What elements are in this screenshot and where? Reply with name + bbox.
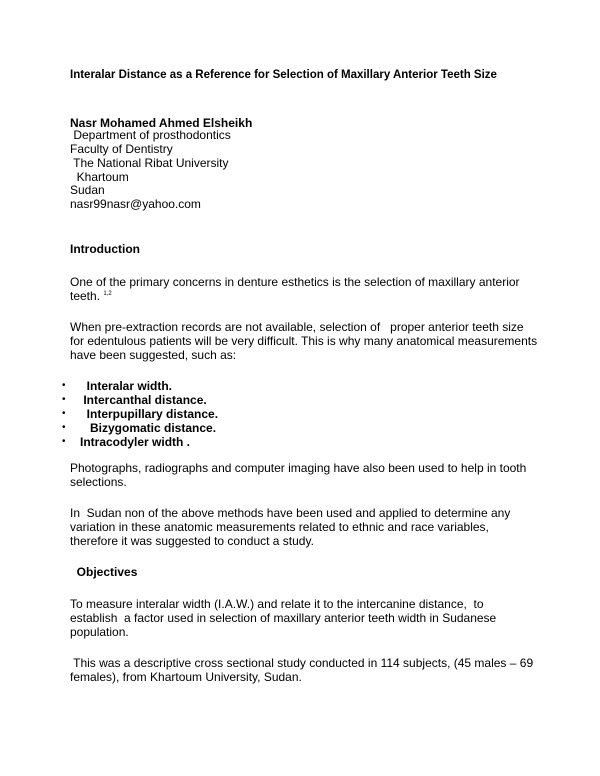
intro-p4-line-3: therefore it was suggested to conduct a study.: [70, 534, 314, 548]
list-item-text: Bizygomatic distance.: [70, 421, 217, 435]
bullet-icon: •: [62, 408, 66, 419]
objectives-paragraph-1: [70, 597, 540, 639]
obj-p1-line-2: establish a factor used in selection of maxillary anterior teeth width in Sudanese: [70, 611, 497, 625]
author-email: nasr99nasr@yahoo.com: [70, 197, 201, 211]
list-item: [62, 393, 218, 407]
objectives-heading: Objectives: [70, 565, 138, 579]
intro-p2-line-2: for edentulous patients will be very difficult. This is why many anatomical measurements: [70, 334, 538, 348]
intro-p3-line-2: selections.: [70, 475, 127, 489]
intro-p1-line-2-text: teeth.: [70, 289, 101, 303]
intro-p1-line-1: One of the primary concerns in denture esthetics is the selection of maxillary anterior: [70, 275, 520, 289]
affiliation-city: Khartoum: [70, 170, 129, 184]
bullet-icon: •: [62, 394, 66, 405]
affiliation-university: The National Ribat University: [70, 156, 229, 170]
bullet-icon: •: [62, 380, 66, 391]
intro-paragraph-2: [70, 320, 540, 362]
measurement-list: [62, 379, 218, 449]
list-item-text: Intercanthal distance.: [70, 393, 207, 407]
intro-p2-line-1: When pre-extraction records are not available, selection of proper anterior teeth size: [70, 320, 524, 334]
affiliation-country: Sudan: [70, 183, 105, 197]
paper-title: Interalar Distance as a Reference for Selection of Maxillary Anterior Teeth Size: [70, 69, 497, 81]
obj-p1-line-1: To measure interalar width (I.A.W.) and relate it to the intercanine distance, to: [70, 597, 484, 611]
affiliation-department: Department of prosthodontics: [70, 128, 231, 142]
intro-p3-line-1: Photographs, radiographs and computer imaging have also been used to help in tooth: [70, 461, 527, 475]
list-item: [62, 421, 218, 435]
intro-paragraph-4: [70, 506, 540, 548]
intro-p4-line-1: In Sudan non of the above methods have been used and applied to determine any: [70, 506, 511, 520]
obj-p2-line-2: females), from Khartoum University, Sudan.: [70, 670, 302, 684]
author-name: Nasr Mohamed Ahmed Elsheikh: [70, 116, 253, 130]
bullet-icon: •: [62, 422, 66, 433]
intro-p4-line-2: variation in these anatomic measurements related to ethnic and race variables,: [70, 520, 489, 534]
introduction-heading: Introduction: [70, 242, 140, 256]
affiliation-faculty: Faculty of Dentistry: [70, 142, 173, 156]
list-item: [62, 407, 218, 421]
intro-paragraph-3: [70, 461, 540, 489]
list-item-text: Interalar width.: [70, 379, 173, 393]
objectives-paragraph-2: [70, 656, 540, 684]
citation-superscript: 1,2: [103, 291, 112, 297]
bullet-icon: •: [62, 436, 66, 447]
obj-p1-line-3: population.: [70, 625, 129, 639]
list-item-text: Interpupillary distance.: [70, 407, 219, 421]
list-item-text: Intracodyler width .: [70, 435, 191, 449]
intro-p2-line-3: have been suggested, such as:: [70, 348, 237, 362]
list-item: [62, 379, 218, 393]
list-item: [62, 435, 218, 449]
intro-p1-line-2: [70, 289, 540, 303]
intro-paragraph-1: [70, 275, 540, 303]
obj-p2-line-1: This was a descriptive cross sectional study conducted in 114 subjects, (45 males – 69: [70, 656, 534, 670]
